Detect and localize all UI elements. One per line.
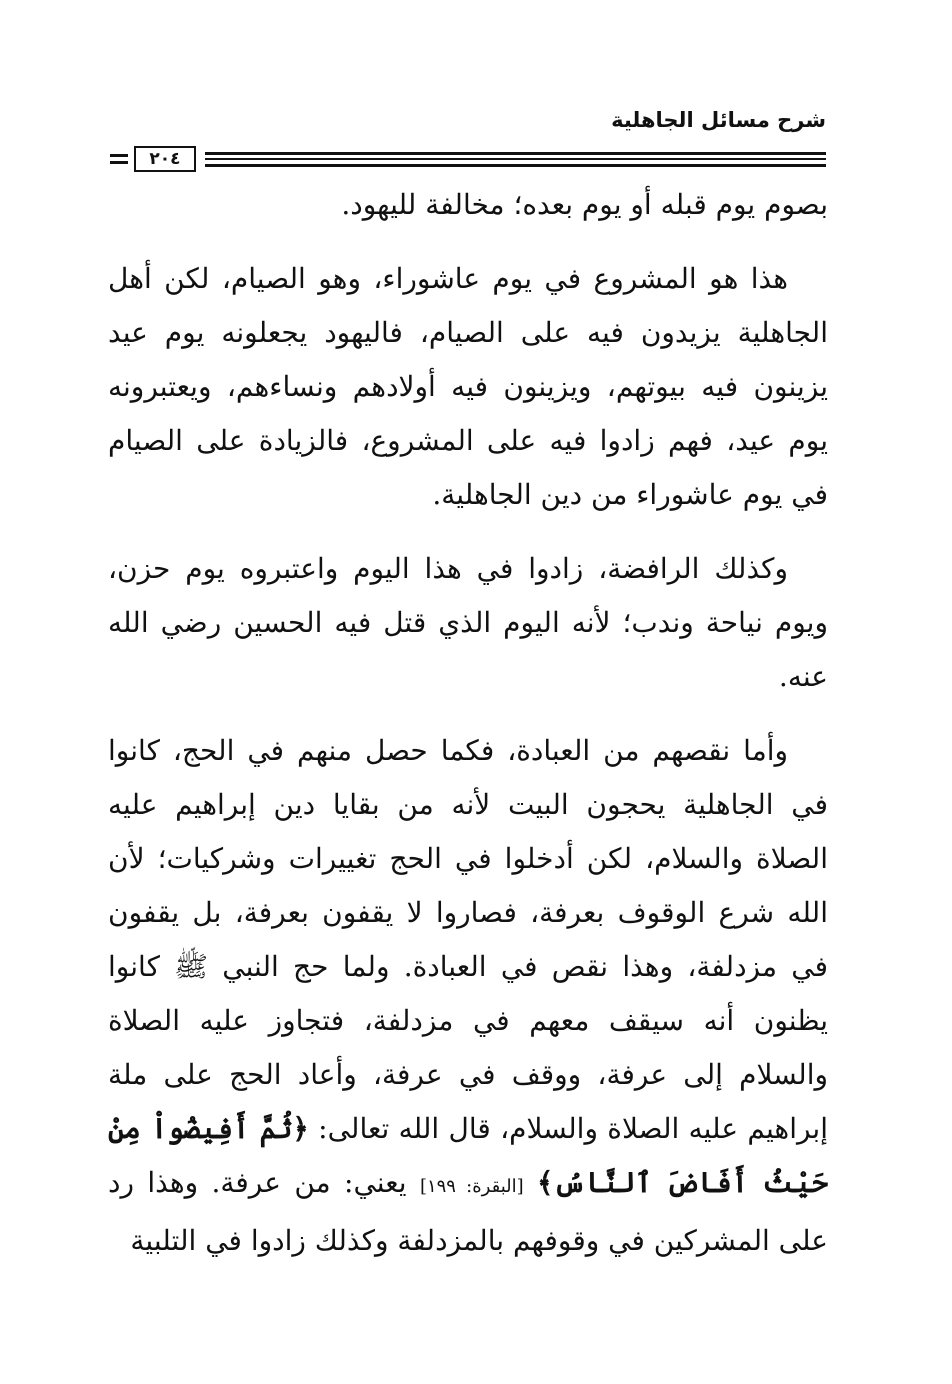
header-rule-line [205,152,826,155]
book-title: شرح مسائل الجاهلية [611,108,826,132]
paragraph: بصوم يوم قبله أو يوم بعده؛ مخالفة لليهود. [341,188,828,221]
page-header [110,108,826,180]
header-rule-line [110,161,128,164]
paragraph [108,724,828,1268]
header-rule [110,146,826,174]
header-rule-line [205,164,826,167]
verse-reference: [البقرة: ١٩٩] [419,1176,524,1197]
page-number: ٢٠٤ [134,146,196,172]
paragraph-text: يعني: من عرفة. وهذا رد على المشركين في وقوفهم بالمزدلفة وكذلك زادوا في التلبية [108,1166,828,1257]
paragraph: وكذلك الرافضة، زادوا في هذا اليوم واعتبروه يوم حزن، ويوم نياحة وندب؛ لأنه اليوم الذي قتل فيه الحسين رضي الله عنه. [108,552,828,693]
paragraph: هذا هو المشروع في يوم عاشوراء، وهو الصيام، لكن أهل الجاهلية يزيدون فيه على الصيام، فاليهود يجعلونه يوم عيد يزينون فيه بيوتهم، ويزينون فيه أولادهم ونساءهم، ويعتبرونه يوم عيد، فهم زادوا فيه على المشروع، فالزيادة على الصيام في يوم عاشوراء من دين الجاهلية. [108,262,828,511]
paragraph-text: وأما نقصهم من العبادة، فكما حصل منهم في الحج، كانوا في الجاهلية يحجون البيت لأنه من بقايا دين إبراهيم عليه الصلاة والسلام، لكن أدخلوا في الحج تغييرات وشركيات؛ لأن الله شرع الوقوف بعرفة، فصاروا لا يقفون بعرفة، بل يقفون في مزدلفة، وهذا نقص في العبادة. ولما حج النبي ﷺ كانوا يظنون أنه سيقف معهم في مزدلفة، فتجاوز عليه الصلاة والسلام إلى عرفة، ووقف في عرفة، وأعاد الحج على ملة إبراهيم عليه الصلاة والسلام، قال الله تعالى: [108,734,828,1145]
header-rule-line [205,158,826,160]
body-text [108,178,828,1288]
header-rule-line [110,154,128,157]
quran-verse: ﴿ثُمَّ أَفِيضُواْ مِنْ حَيْثُ أَفَاضَ ٱلنَّاسُ﴾ [108,1112,828,1199]
